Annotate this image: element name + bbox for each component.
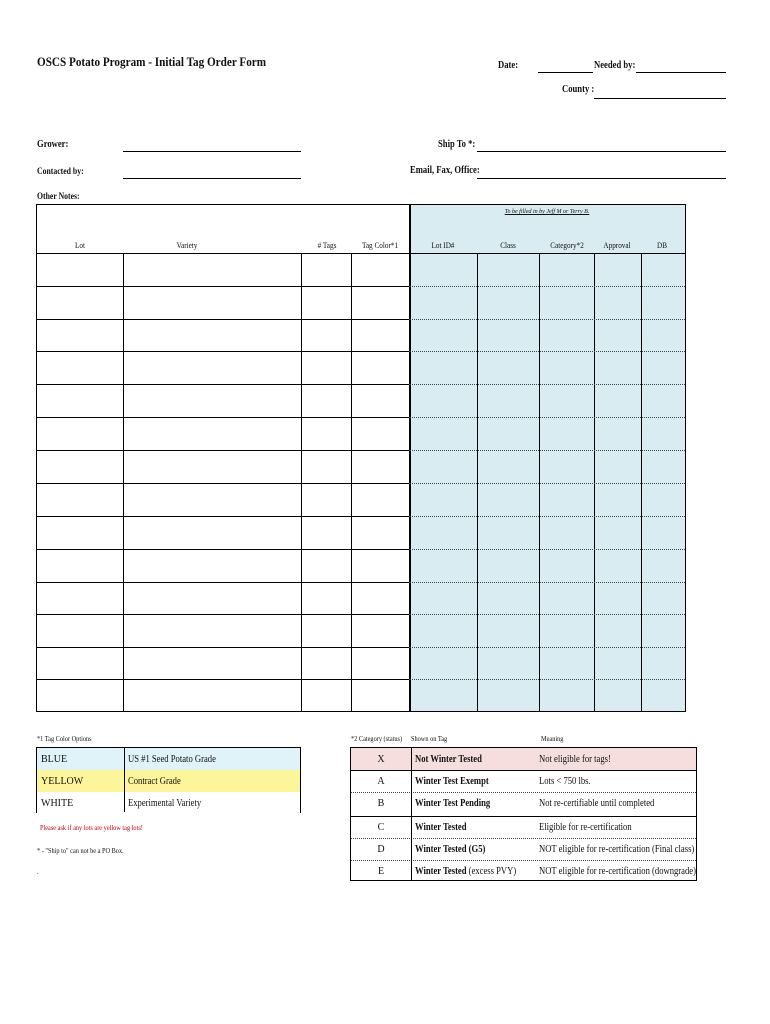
category-shown-text: Winter Tested (415, 866, 467, 877)
tag-color-name: YELLOW (41, 776, 84, 787)
tag-color-table (36, 747, 301, 813)
category-meaning: NOT eligible for re-certification (downgrade) (539, 866, 696, 877)
date-field[interactable] (538, 72, 593, 73)
category-meaning: Eligible for re-certification (539, 822, 632, 833)
email-field[interactable] (477, 178, 726, 179)
tag-color-meaning: Contract Grade (128, 776, 181, 787)
office-fill-note: To be filled in by Jeff M or Terry B. (504, 209, 590, 215)
col-class: Class (500, 241, 516, 250)
col-category: Category*2 (550, 241, 584, 250)
office-use-section (409, 205, 685, 711)
category-row (351, 770, 696, 792)
col-tag-color: Tag Color*1 (361, 241, 399, 250)
category-shown: Winter Tested (G5) (415, 844, 486, 855)
ship-to-field[interactable] (477, 151, 726, 152)
tag-color-row (37, 770, 300, 792)
contacted-by-field[interactable] (123, 178, 301, 179)
col-approval: Approval (603, 241, 631, 250)
category-row (351, 816, 696, 838)
county-label: County : (562, 84, 595, 95)
category-row (351, 860, 696, 882)
needed-by-label: Needed by: (594, 60, 636, 71)
category-row (351, 792, 696, 814)
col-db: DB (656, 241, 668, 250)
county-field[interactable] (594, 98, 726, 99)
meaning-heading: Meaning (541, 735, 564, 743)
col-lot: Lot (75, 241, 85, 250)
category-key: X (377, 754, 385, 765)
category-row (351, 748, 696, 770)
tag-color-heading: *1 Tag Color Options (37, 735, 92, 743)
grower-field[interactable] (123, 151, 301, 152)
other-notes-label: Other Notes: (37, 191, 80, 201)
category-meaning: NOT eligible for re-certification (Final class) (539, 844, 695, 855)
ship-to-note: * - "Ship to" can not be a PO Box. (37, 847, 124, 855)
shown-on-tag-heading: Shown on Tag (411, 735, 448, 743)
category-meaning: Not eligible for tags! (539, 754, 611, 765)
category-key: D (377, 844, 385, 855)
col-variety: Variety (176, 241, 198, 250)
category-shown (415, 866, 516, 877)
yellow-tag-note: Please ask if any lots are yellow tag lots! (40, 824, 143, 832)
category-key: B (377, 798, 385, 809)
category-shown: Winter Tested (415, 822, 467, 833)
date-label: Date: (498, 60, 519, 71)
col-lot-id: Lot ID# (431, 241, 455, 250)
needed-by-field[interactable] (636, 72, 726, 73)
tag-color-row (37, 748, 300, 770)
category-shown: Winter Test Exempt (415, 776, 489, 787)
category-table (350, 747, 697, 881)
trailing-dot: . (37, 868, 39, 876)
tag-color-meaning: Experimental Variety (128, 798, 202, 809)
category-key: A (377, 776, 385, 787)
page-title: OSCS Potato Program - Initial Tag Order Form (37, 54, 267, 69)
tag-color-name: BLUE (41, 754, 68, 765)
category-meaning: Lots < 750 lbs. (539, 776, 591, 787)
category-shown: Not Winter Tested (415, 754, 482, 765)
category-key: E (377, 866, 385, 877)
ship-to-label: Ship To *: (438, 139, 476, 150)
tag-color-meaning: US #1 Seed Potato Grade (128, 754, 216, 765)
category-key: C (377, 822, 385, 833)
lot-order-grid (36, 204, 686, 712)
category-row (351, 838, 696, 860)
email-label: Email, Fax, Office: (410, 165, 480, 176)
category-shown-extra: (excess PVY) (468, 866, 517, 877)
category-shown: Winter Test Pending (415, 798, 491, 809)
contacted-by-label: Contacted by: (37, 166, 84, 176)
category-meaning: Not re-certifiable until completed (539, 798, 655, 809)
tag-color-row (37, 792, 300, 814)
col-tags: # Tags (317, 241, 337, 250)
category-heading: *2 Category (status) (351, 735, 403, 743)
tag-color-name: WHITE (41, 798, 74, 809)
grower-label: Grower: (37, 139, 69, 150)
